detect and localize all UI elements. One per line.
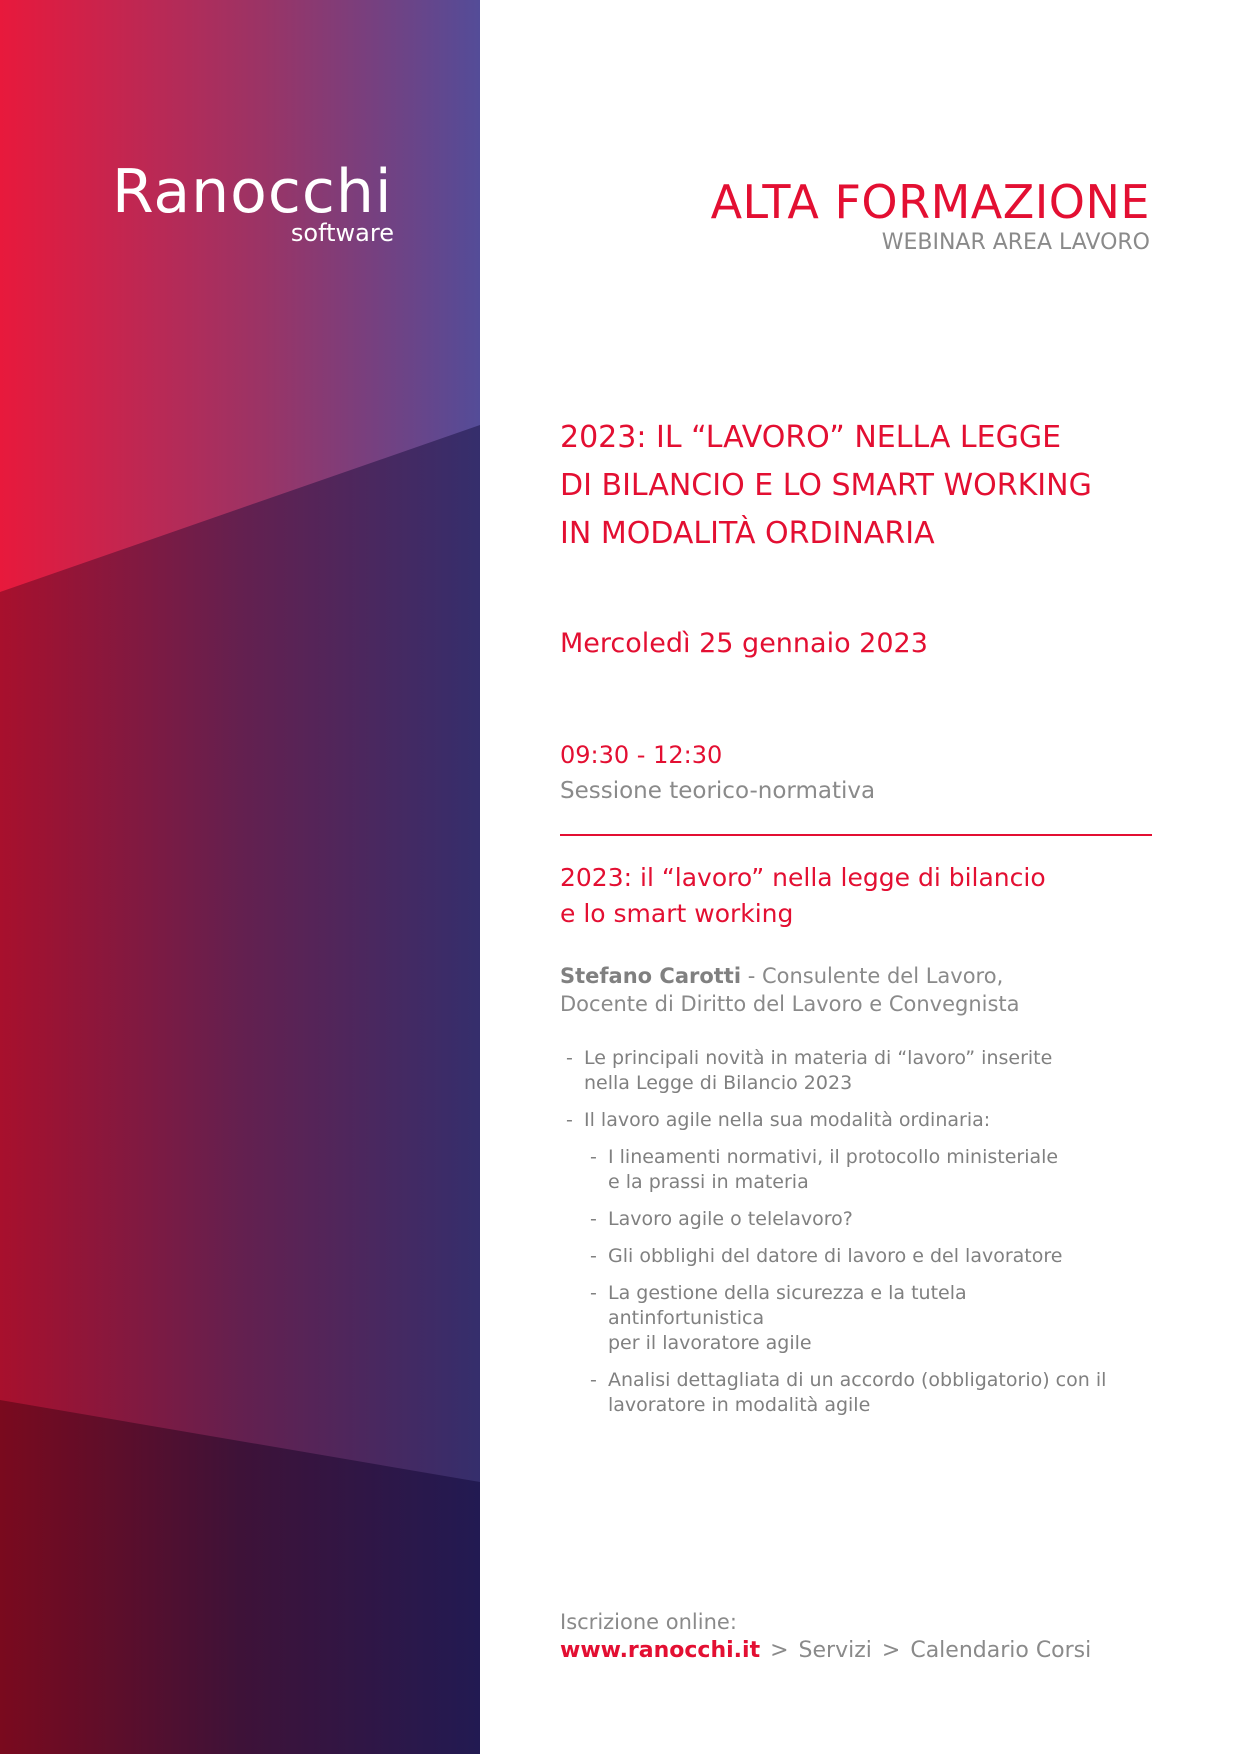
speaker-role: - Consulente del Lavoro, [741,964,1004,988]
registration-path [560,1636,1160,1666]
speaker-name: Stefano Carotti [560,964,742,988]
session-title-line: 2023: il “lavoro” nella legge di bilancio [560,863,1046,892]
list-item-text: nella Legge di Bilancio 2023 [584,1072,853,1094]
sub-list-item-text: I lineamenti normativi, il protocollo ministeriale [608,1146,1059,1168]
registration-label: Iscrizione online: [560,1610,737,1634]
sub-list-item [560,1244,1120,1269]
sub-list-item-text: e la prassi in materia [608,1171,809,1193]
gradient-background [0,0,480,1754]
section-divider [560,834,1152,836]
breadcrumb-item-calendario: Calendario Corsi [910,1638,1092,1663]
course-title-line: IN MODALITÀ ORDINARIA [560,516,935,551]
logo-wordmark: Ranocchi [112,157,393,227]
course-title-line: DI BILANCIO E LO SMART WORKING [560,468,1092,503]
bullet-marker: - [590,1146,597,1168]
website-link[interactable]: www.ranocchi.it [560,1638,761,1663]
list-item [560,1046,1120,1096]
sub-list-item-text: Analisi dettagliata di un accordo (obbligatorio) con il [608,1369,1107,1391]
sub-list-item [560,1368,1120,1418]
bullet-marker: - [566,1109,573,1131]
session-title-line: e lo smart working [560,899,794,928]
breadcrumb-item-servizi: Servizi [798,1638,872,1663]
sub-list-item-text: per il lavoratore agile [608,1332,812,1354]
page-subtitle: WEBINAR AREA LAVORO [881,230,1150,255]
sub-list-item-text: Gli obblighi del datore di lavoro e del lavoratore [608,1245,1063,1267]
event-date: Mercoledì 25 gennaio 2023 [560,628,928,659]
sub-list-item [560,1281,1120,1356]
decorative-side-panel [0,0,480,1754]
bullet-marker: - [590,1282,597,1304]
list-item-text: Il lavoro agile nella sua modalità ordinaria: [584,1109,991,1131]
ranocchi-logo [112,157,394,247]
speaker-line [560,962,1160,990]
speaker-role-line: Docente di Diritto del Lavoro e Convegnista [560,992,1020,1016]
sub-list-item-text: lavoratore in modalità agile [608,1394,871,1416]
page-heading [711,176,1150,256]
bullet-marker: - [590,1245,597,1267]
sub-list-item [560,1207,1120,1232]
topic-list [560,1046,1120,1430]
list-item-text: Le principali novità in materia di “lavoro” inserite [584,1047,1053,1069]
page-title: ALTA FORMAZIONE [710,175,1150,229]
bullet-marker: - [566,1047,573,1069]
logo-subtitle: software [290,219,394,247]
course-title [560,414,1160,558]
sub-list-item-text: La gestione della sicurezza e la tutela antinfortunistica [608,1282,967,1329]
bullet-marker: - [590,1208,597,1230]
session-type: Sessione teorico-normativa [560,778,876,804]
speaker-info [560,962,1160,1018]
session-time: 09:30 - 12:30 [560,741,723,769]
list-item [560,1108,1120,1133]
sub-list-item-text: Lavoro agile o telelavoro? [608,1208,853,1230]
breadcrumb-separator: > [770,1638,789,1663]
session-title [560,860,1160,932]
course-title-line: 2023: IL “LAVORO” NELLA LEGGE [560,420,1062,455]
sub-list-item [560,1145,1120,1195]
breadcrumb-separator: > [881,1638,901,1663]
bullet-marker: - [590,1369,597,1391]
